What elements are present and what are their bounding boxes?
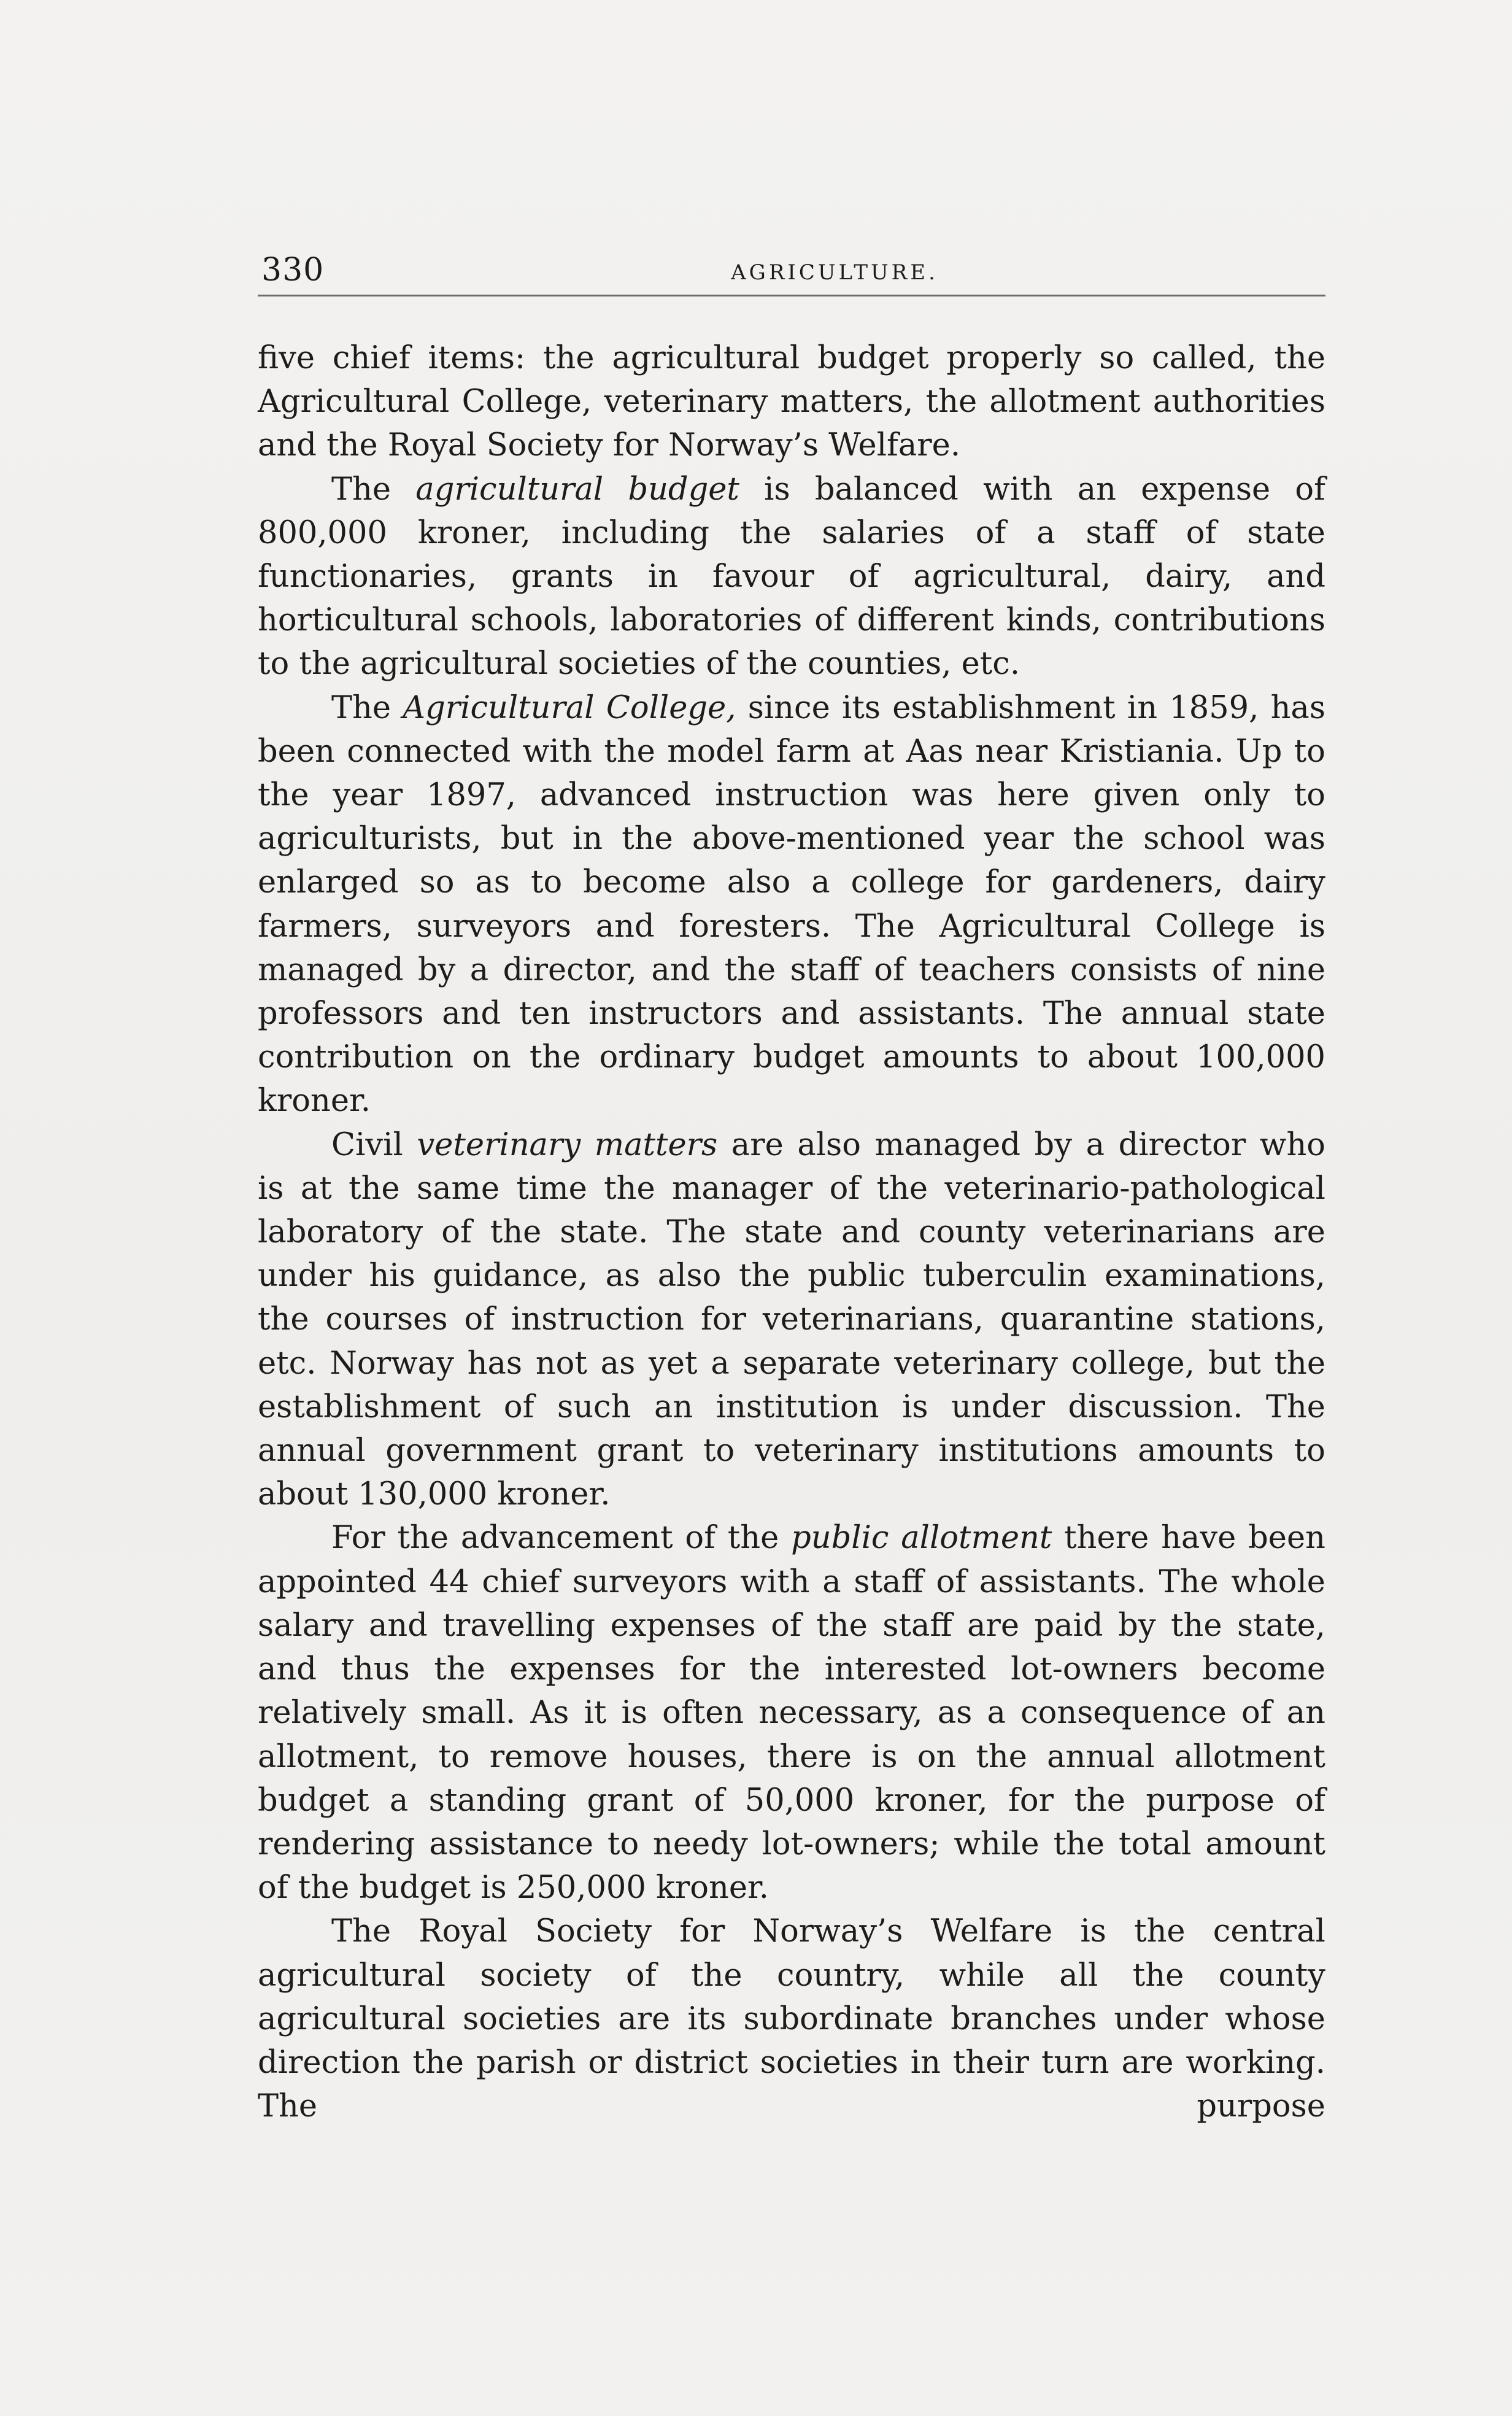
running-head: AGRICULTURE. [731, 260, 938, 285]
paragraph-agricultural-budget: The agricultural budget is balanced with an expense of 800,000 kroner, including the salaries of a staff of state functionaries, grants in favour of agricultural, dairy, and horticultural schools, laboratories of different kinds, contributions to the agricultural societies of the counties, etc. [258, 471, 1326, 683]
page-number: 330 [261, 252, 325, 288]
italic-term: Agricultural College, [403, 689, 736, 726]
italic-term: agricultural budget [415, 471, 739, 508]
paragraph-public-allotment: For the advancement of the public allotment there have been appointed 44 chief surveyors with a staff of assistants. The whole salary and travelling expenses of the staff are paid by the state, and thus the expenses for the interested lot-owners become relatively small. As it is often necessary, as a consequence of an allotment, to remove houses, there is on the annual allotment budget a standing grant of 50,000 kroner, for the purpose of rendering assistance to needy lot-owners; while the total amount of the budget is 250,000 kroner. [258, 1520, 1325, 1907]
paragraph-veterinary-matters: Civil veterinary matters are also managed by a director who is at the same time the manager of the veterinario-pathological laboratory of the state. The state and county veterinarians are under his guidance, as also the public tuberculin examinations, the courses of instruction for veterinarians, quarantine stations, etc. Norway has not as yet a separate veterinary college, but the establishment of such an institution is under discussion. The annual government grant to veterinary institutions amounts to about 130,000 kroner. [258, 1126, 1325, 1513]
paragraph-agricultural-college: The Agricultural College, since its establishment in 1859, has been connected with the model farm at Aas near Kristiania. Up to the year 1897, advanced instruction was here given only to agriculturists, but in the above-mentioned year the school was enlarged so as to become also a college for gardeners, dairy farmers, surveyors and foresters. The Agricultural College is managed by a director, and the staff of teachers consists of nine professors and ten instructors and assistants. The annual state contribution on the ordinary budget amounts to about 100,000 kroner. [258, 689, 1325, 1120]
paragraph-royal-society: The Royal Society for Norway’s Welfare is the central agricultural society of the country, while all the county agricultural societies are its subordinate branches under whose direction the parish or district societies in their turn are working. The purpose [258, 1913, 1325, 2125]
italic-term: veterinary matters [417, 1126, 718, 1163]
body-text [258, 336, 1325, 2128]
italic-term: public allotment [791, 1520, 1052, 1557]
page-header [258, 246, 1325, 296]
paragraph-intro: five chief items: the agricultural budget properly so called, the Agricultural College, veterinary matters, the allotment authorities and the Royal Society for Norway’s Welfare. [258, 340, 1325, 464]
